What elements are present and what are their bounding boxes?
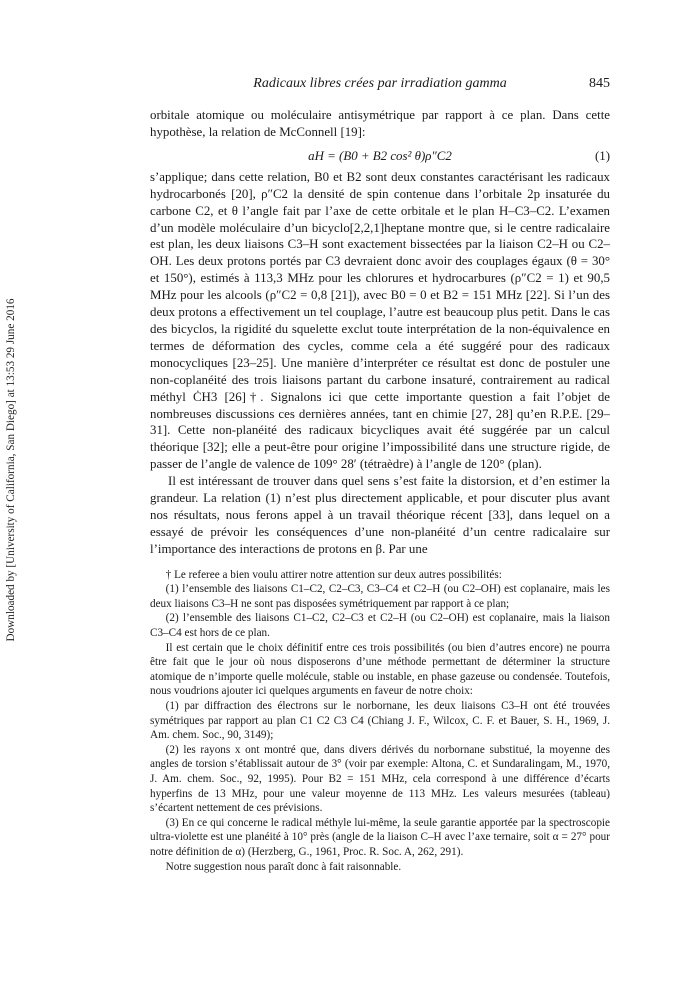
running-header (150, 76, 610, 94)
paragraph-1: orbitale atomique ou moléculaire antisymétrique par rapport à ce plan. Dans cette hypothèse, la relation de McConnell [19]: (150, 108, 610, 139)
paragraph-2: s’applique; dans cette relation, B0 et B2 sont deux constantes caractérisant les radicaux hydrocarbonés [20], ρ″C2 la densité de spin contenue dans l’orbitale 2p insaturée du carbone C2, et θ l’angle fait par l’axe de cette orbitale et le plan H–C3–C2. L’examen d’un modèle moléculaire d’un bicyclo[2,2,1]heptane montre que, si le centre radicalaire est plan, les deux liaisons C3–H sont exactement bissectées par la liaison C2–H ou C2–OH. Les deux protons portés par C3 devraient donc avoir des couplages égaux (θ = 30° et 150°), estimés à 113,3 MHz pour les chlorures et hydrocarbures (ρ″C2 = 1) et 90,5 MHz pour les alcools (ρ″C2 = 0,8 [21]), avec B0 = 0 et B2 = 151 MHz [22]. Si l’un des deux protons a effectivement un tel couplage, l’autre est beaucoup plus petit. Dans le cas des bicyclos, la rigidité du squelette exclut toute interprétation de la non-équivalence en termes de déformation des cycles, comme cela a été suggéré pour des radicaux monocycliques [23–25]. Une manière d’interpréter ce résultat est donc de postuler une non-coplanéité des trois liaisons partant du carbone insaturé, contrairement au radical méthyl ĊH3 [26]†. Signalons ici que cette importante question a fait l’objet de nombreuses discussions ces dernières années, tant en chimie [27, 28] qu’en R.P.E. [29–31]. Cette non-planéité des radicaux bicycliques avait été suggérée par un calcul théorique [32]; elle a peut-être pour origine l’impossibilité dans une structure rigide, de passer de l’angle de valence de 109° 28′ (tétraèdre) à l’angle de 120° (plan). (150, 169, 610, 472)
footnote-paragraph: (1) l’ensemble des liaisons C1–C2, C2–C3, C3–C4 et C2–H (ou C2–OH) est coplanaire, mais les deux liaisons C3–H ne sont pas disposées symétriquement par rapport à ce plan; (150, 583, 610, 610)
footnote-paragraph: Notre suggestion nous paraît donc à fait raisonnable. (165, 860, 402, 873)
mcconnell-equation: aH = (B0 + B2 cos² θ)ρ″C2 (308, 148, 452, 163)
main-text (150, 107, 610, 874)
download-notice: Downloaded by [University of California, San Diego] at 13:53 29 June 2016 (5, 298, 17, 642)
footnote-paragraph: (1) par diffraction des électrons sur le norbornane, les deux liaisons C3–H ont été trouvées symétriques par rapport au plan C1 C2 C3 C4 (Chiang J. F., Wilcox, C. F. et Bauer, S. H., 1969, J. Am. chem. Soc., 90, 3149); (150, 700, 610, 742)
paragraph-3: Il est intéressant de trouver dans quel sens s’est faite la distorsion, et d’en estimer la grandeur. La relation (1) n’est plus directement applicable, et pour discuter plus avant nos résultats, nous ferons appel à un travail théorique récent [33], dans lequel on a essayé de prévoir les conséquences d’une non-planéité d’un centre radicalaire sur l’importance des interactions de protons en β. Par une (150, 474, 610, 556)
footnote-paragraph: (3) En ce qui concerne le radical méthyle lui-même, la seule garantie apportée par la spectroscopie ultra-violette est une planéité à 10° près (angle de la liaison C–H avec l’axe ternaire, soit α = 27° pour notre définition de α) (Herzberg, G., 1961, Proc. R. Soc. A, 262, 291). (150, 816, 610, 858)
footnote-paragraph: Il est certain que le choix définitif entre ces trois possibilités (ou bien d’autres encore) ne pourra être fait que le jour où nous disposerons d’une méthode permettant de déterminer la structure atomique de n’importe quelle molécule, stable ou instable, en phase gazeuse ou condensée. Toutefois, nous voudrions ajouter ici quelques arguments en faveur de notre choix: (150, 641, 610, 698)
footnote-paragraph: † Le referee a bien voulu attirer notre attention sur deux autres possibilités: (165, 568, 502, 581)
footnote-paragraph: (2) l’ensemble des liaisons C1–C2, C2–C3 et C2–H (ou C2–OH) est coplanaire, mais la liaison C3–C4 est hors de ce plan. (150, 612, 610, 640)
page-number: 845 (589, 76, 610, 91)
running-title: Radicaux libres crées par irradiation gamma (253, 76, 507, 91)
equation-1 (150, 145, 610, 167)
footnote-paragraph: (2) les rayons x ont montré que, dans divers dérivés du norbornane substitué, la moyenne des angles de torsion s’établissait autour de 3° (voir par exemple: Altona, C. et Sundaralingam, M., 1970, J. Am. chem. Soc., 92, 1995). Pour B2 = 151 MHz, cela correspond à une différence d’écarts hyperfins de 13 MHz, pour une valeur moyenne de 113 MHz. Les valeurs mesurées (tableau) s’écartent nettement de ces prévisions. (150, 743, 610, 815)
equation-number: (1) (594, 148, 610, 163)
download-watermark (0, 120, 22, 820)
footnotes (150, 568, 610, 874)
